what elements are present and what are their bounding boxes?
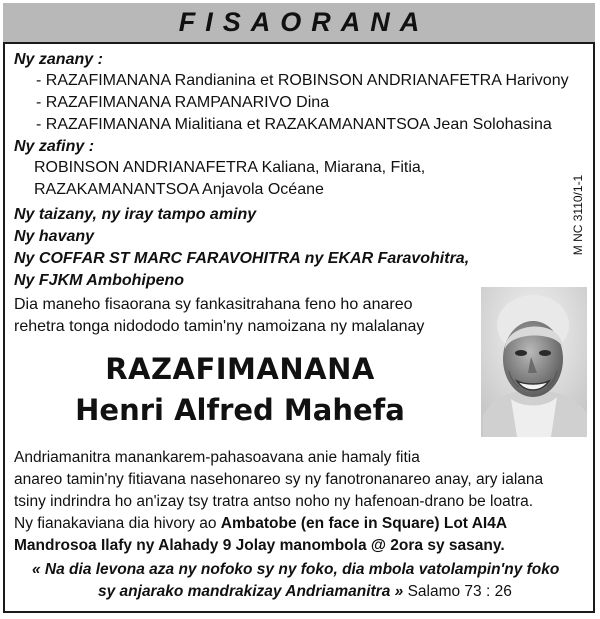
zanany-heading: Ny zanany : bbox=[14, 51, 103, 68]
zanany-item: - RAZAFIMANANA Mialitiana et RAZAKAMANANTSOA Jean Solohasina bbox=[36, 116, 552, 133]
portrait-image bbox=[481, 287, 587, 437]
zanany-item: - RAZAFIMANANA RAMPANARIVO Dina bbox=[36, 94, 330, 111]
body-line: anareo tamin'ny fitiavana nasehonareo sy ny fanotronanareo anay, ary ialana bbox=[14, 471, 544, 488]
family-line: Ny FJKM Ambohipeno bbox=[14, 272, 185, 289]
zafiny-heading: Ny zafiny : bbox=[14, 138, 95, 155]
deceased-surname: RAZAFIMANANA bbox=[105, 352, 375, 386]
assembly-prefix: Ny fianakaviana dia hivory ao bbox=[14, 515, 221, 532]
side-reference bbox=[568, 155, 588, 275]
zafiny-item: RAZAKAMANANTSOA Anjavola Océane bbox=[34, 181, 324, 198]
body-line: tsiny indrindra ho an'izay tsy tratra antso noho ny hafenoan-drano be loatra. bbox=[14, 493, 534, 510]
intro-line: Dia maneho fisaorana sy fankasitrahana feno ho anareo bbox=[14, 296, 413, 313]
deceased-given-names: Henri Alfred Mahefa bbox=[75, 393, 405, 427]
quote-text: sy anjarako mandrakizay Andriamanitra » bbox=[98, 583, 404, 600]
assembly-location: Ambatobe (en face in Square) Lot AI4A bbox=[220, 515, 508, 532]
notice-title: FISAORANA bbox=[178, 7, 430, 37]
assembly-date: Mandrosoa Ilafy ny Alahady 9 Jolay manombola @ 2ora sy sasany. bbox=[14, 537, 505, 554]
notice-header bbox=[3, 3, 595, 44]
quote-line: « Na dia levona aza ny nofoko sy ny foko, dia mbola vatolampin'ny foko bbox=[32, 561, 560, 578]
intro-line: rehetra tonga nidododo tamin'ny namoizana ny malalanay bbox=[14, 318, 425, 335]
portrait-photo bbox=[481, 287, 587, 437]
zanany-item: - RAZAFIMANANA Randianina et ROBINSON ANDRIANAFETRA Harivony bbox=[36, 72, 569, 89]
family-line: Ny COFFAR ST MARC FARAVOHITRA ny EKAR Faravohitra, bbox=[14, 250, 470, 267]
family-line: Ny havany bbox=[14, 228, 95, 245]
family-line: Ny taizany, ny iray tampo aminy bbox=[14, 206, 257, 223]
assembly-line bbox=[14, 514, 507, 534]
quote-reference: Salamo 73 : 26 bbox=[403, 583, 512, 600]
body-line: Andriamanitra manankarem-pahasoavana anie hamaly fitia bbox=[14, 449, 420, 466]
zafiny-item: ROBINSON ANDRIANAFETRA Kaliana, Miarana, Fitia, bbox=[34, 159, 426, 176]
quote-line-2 bbox=[98, 582, 512, 602]
side-reference-text: M NC 3110/1-1 bbox=[571, 174, 585, 256]
